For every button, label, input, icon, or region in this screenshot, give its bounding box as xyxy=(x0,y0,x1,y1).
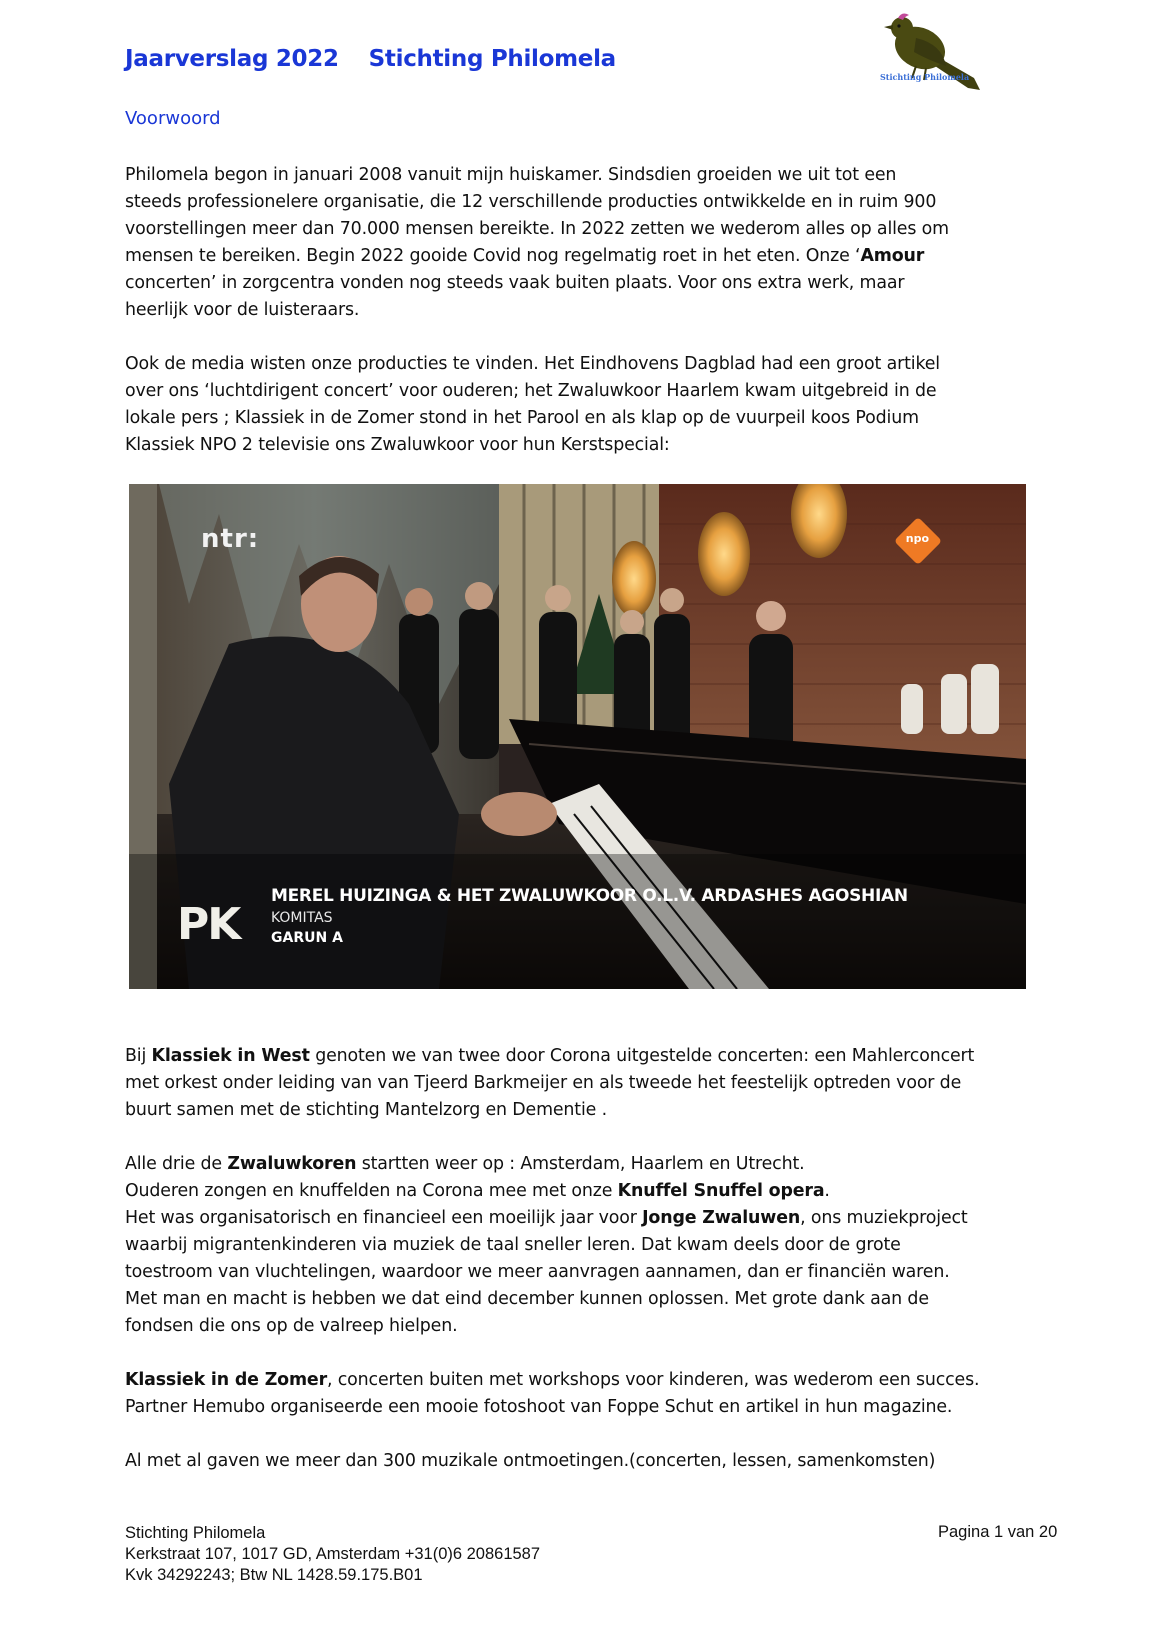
caption-title: MEREL HUIZINGA & HET ZWALUWKOOR O.L.V. ARDASHES AGOSHIAN xyxy=(271,886,908,906)
caption-composer: KOMITAS xyxy=(271,910,333,926)
npo-badge-text: npo xyxy=(905,531,930,545)
text-line: toestroom van vluchtelingen, waardoor we meer aanvragen aannamen, dan er financiën waren. xyxy=(125,1262,950,1282)
footer-registry: Kvk 34292243; Btw NL 1428.59.175.B01 xyxy=(125,1566,423,1584)
bold-amour: Amour xyxy=(860,246,925,266)
photo-scene xyxy=(129,484,1026,989)
text-line: Het was organisatorisch en financieel een moeilijk jaar voor Jonge Zwaluwen, ons muziekproject xyxy=(125,1208,968,1228)
caption-piece: GARUN A xyxy=(271,930,343,946)
text-line: heerlijk voor de luisteraars. xyxy=(125,300,360,320)
text-line: Ook de media wisten onze producties te vinden. Het Eindhovens Dagblad had een groot artikel xyxy=(125,354,940,374)
text-line: Ouderen zongen en knuffelden na Corona mee met onze Knuffel Snuffel opera. xyxy=(125,1181,830,1201)
text-line: Al met al gaven we meer dan 300 muzikale ontmoetingen.(concerten, lessen, samenkomsten) xyxy=(125,1451,936,1471)
text-line: Klassiek NPO 2 televisie ons Zwaluwkoor voor hun Kerstspecial: xyxy=(125,435,670,455)
page-title xyxy=(125,46,616,72)
footer-address: Kerkstraat 107, 1017 GD, Amsterdam +31(0)6 20861587 xyxy=(125,1545,541,1563)
page-number: Pagina 1 van 20 xyxy=(938,1523,1058,1541)
footer-address-block xyxy=(125,1523,540,1586)
text-line: Klassiek in de Zomer, concerten buiten met workshops voor kinderen, was wederom een succes. xyxy=(125,1370,980,1390)
text-line: Alle drie de Zwaluwkoren startten weer op : Amsterdam, Haarlem en Utrecht. xyxy=(125,1154,805,1174)
text-line: mensen te bereiken. Begin 2022 gooide Covid nog regelmatig roet in het eten. Onze ‘Amour xyxy=(125,246,925,266)
ntr-broadcaster-logo: ntr: xyxy=(201,524,260,554)
text-line: Partner Hemubo organiseerde een mooie fotoshoot van Foppe Schut en artikel in hun magazine. xyxy=(125,1397,953,1417)
section-heading: Voorwoord xyxy=(125,108,221,129)
paragraph-klassiek-in-de-zomer xyxy=(125,1367,1025,1421)
text-line: voorstellingen meer dan 70.000 mensen bereikte. In 2022 zetten we wederom alles op alles om xyxy=(125,219,949,239)
text-line: lokale pers ; Klassiek in de Zomer stond in het Parool en als klap op de vuurpeil koos Podium xyxy=(125,408,919,428)
text-line: fondsen die ons op de valreep hielpen. xyxy=(125,1316,458,1336)
text-line: Philomela begon in januari 2008 vanuit mijn huiskamer. Sindsdien groeiden we uit tot een xyxy=(125,165,897,185)
footer-org: Stichting Philomela xyxy=(125,1524,266,1542)
paragraph-zwaluwkoren xyxy=(125,1151,1025,1340)
paragraph-media xyxy=(125,351,1025,459)
text-line: buurt samen met de stichting Mantelzorg en Dementie . xyxy=(125,1100,607,1120)
organization-name: Stichting Philomela xyxy=(368,46,616,72)
report-title: Jaarverslag 2022 xyxy=(125,46,339,72)
paragraph-summary xyxy=(125,1448,1025,1475)
paragraph-klassiek-in-west xyxy=(125,1043,1025,1124)
program-logo: PK xyxy=(177,899,240,950)
text-line: over ons ‘luchtdirigent concert’ voor ouderen; het Zwaluwkoor Haarlem kwam uitgebreid in de xyxy=(125,381,937,401)
concert-photo xyxy=(129,484,1026,989)
text-line: Met man en macht is hebben we dat eind december kunnen oplossen. Met grote dank aan de xyxy=(125,1289,929,1309)
text-line: waarbij migrantenkinderen via muziek de taal sneller leren. Dat kwam deels door de grote xyxy=(125,1235,901,1255)
logo-caption: Stichting Philomela xyxy=(880,72,970,82)
text-line: Bij Klassiek in West genoten we van twee door Corona uitgestelde concerten: een Mahlerconcert xyxy=(125,1046,975,1066)
text-line: concerten’ in zorgcentra vonden nog steeds vaak buiten plaats. Voor ons extra werk, maar xyxy=(125,273,905,293)
paragraph-intro xyxy=(125,162,1025,324)
text-line: met orkest onder leiding van van Tjeerd Barkmeijer en als tweede het feestelijk optreden voor de xyxy=(125,1073,962,1093)
text-line: steeds professionelere organisatie, die 12 verschillende producties ontwikkelde en in ruim 900 xyxy=(125,192,937,212)
